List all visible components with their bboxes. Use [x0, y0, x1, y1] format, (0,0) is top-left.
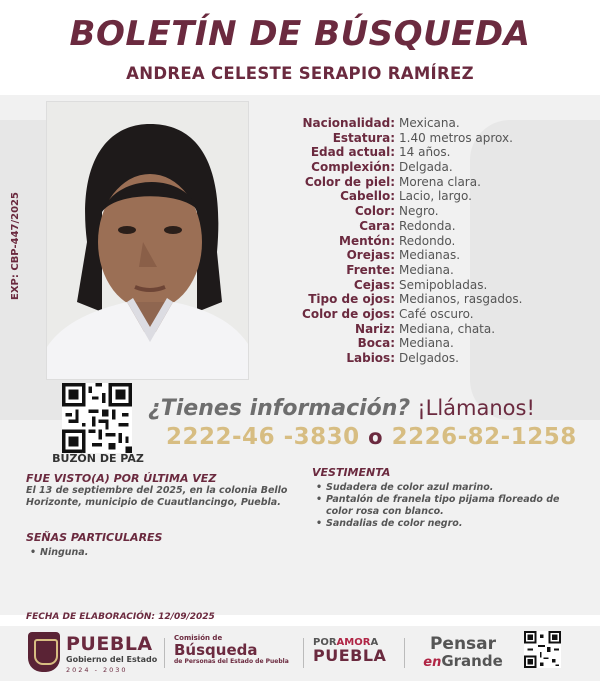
detail-row: [262, 219, 592, 234]
detail-label: Tipo de ojos:: [308, 292, 395, 307]
amor-amor: AMOR: [336, 637, 371, 648]
detail-label: Estatura:: [332, 130, 395, 145]
detail-value: Morena clara.: [399, 174, 481, 189]
detail-row: [262, 116, 592, 131]
detail-value: Mediana.: [399, 336, 454, 351]
footer-divider: [164, 638, 165, 668]
phone-number-1[interactable]: 2222-46 -3830: [166, 424, 360, 450]
detail-label: Complexión:: [311, 160, 395, 175]
creation-date: FECHA DE ELABORACIÓN: 12/09/2025: [26, 612, 215, 622]
cta-question: ¿Tienes información?: [148, 396, 411, 421]
amor-puebla: PUEBLA: [313, 646, 387, 665]
detail-row: [262, 189, 592, 204]
detail-row: [262, 336, 592, 351]
pensar-top: Pensar: [429, 634, 497, 654]
detail-value: Mexicana.: [399, 116, 460, 130]
detail-row: [262, 234, 592, 249]
footer-divider: [404, 638, 405, 668]
clothing-list: [312, 482, 582, 530]
phone-numbers: [166, 424, 577, 450]
buzon-de-paz-label: BUZÓN DE PAZ: [52, 452, 144, 465]
detail-label: Color de ojos:: [302, 306, 395, 321]
detail-value: Mediana, chata.: [399, 321, 496, 336]
detail-value: Delgada.: [399, 160, 453, 175]
detail-label: Cara:: [359, 218, 395, 233]
marks-title: SEÑAS PARTICULARES: [26, 531, 163, 544]
detail-label: Nacionalidad:: [302, 116, 395, 130]
detail-row: [262, 322, 592, 337]
detail-value: Medianas.: [399, 248, 461, 263]
case-number: EXP: CBP-447/2025: [10, 192, 21, 300]
clothing-section: [312, 466, 582, 530]
detail-value: Lacio, largo.: [399, 189, 472, 204]
last-seen-text: El 13 de septiembre del 2025, en la colonia Bello Horizonte, municipio de Cuautlancingo, Puebla.: [26, 485, 288, 508]
detail-row: [262, 145, 592, 160]
detail-value: Semipobladas.: [399, 277, 488, 292]
puebla-logo-title: PUEBLA: [66, 633, 153, 655]
phone-separator: o: [368, 425, 384, 449]
puebla-logo-years: 2024 - 2030: [66, 666, 128, 674]
pensar-grande: Grande: [441, 652, 503, 670]
detail-label: Orejas:: [346, 248, 395, 263]
buzon-qr-code[interactable]: [62, 383, 132, 453]
puebla-shield-icon: [28, 632, 60, 672]
comision-top: Comisión de: [174, 634, 223, 642]
detail-row: [262, 351, 592, 366]
footer-divider: [303, 638, 304, 668]
list-item: • Sandalias de color negro.: [312, 518, 582, 530]
pensar-en-grande-logo: [418, 635, 508, 671]
detail-label: Labios:: [346, 351, 395, 365]
marks-list: [26, 547, 286, 559]
list-item: • Pantalón de franela tipo pijama floreado de color rosa con blanco.: [312, 494, 582, 518]
detail-value: Medianos, rasgados.: [399, 292, 523, 307]
detail-row: [262, 263, 592, 278]
person-photo: [46, 101, 249, 380]
comision-sub: de Personas del Estado de Puebla: [174, 658, 289, 665]
puebla-logo-subtitle: Gobierno del Estado: [66, 655, 158, 664]
detail-value: Redondo.: [399, 233, 456, 248]
missing-person-name: ANDREA CELESTE SERAPIO RAMÍREZ: [126, 64, 474, 83]
detail-label: Cabello:: [340, 189, 395, 204]
detail-row: [262, 292, 592, 307]
last-seen-title: FUE VISTO(A) POR ÚLTIMA VEZ: [26, 472, 217, 485]
list-item: • Sudadera de color azul marino.: [312, 482, 582, 494]
comision-main: Búsqueda: [174, 641, 258, 659]
detail-label: Boca:: [357, 336, 395, 351]
detail-value: 14 años.: [399, 145, 451, 160]
detail-value: 1.40 metros aprox.: [399, 130, 513, 145]
distinguishing-marks-section: [26, 531, 286, 559]
detail-row: [262, 278, 592, 293]
detail-label: Mentón:: [339, 233, 395, 248]
detail-value: Delgados.: [399, 351, 459, 365]
detail-label: Color de piel:: [304, 174, 395, 189]
detail-label: Frente:: [346, 262, 395, 277]
detail-value: Negro.: [399, 204, 439, 219]
detail-row: [262, 204, 592, 219]
amor-a: A: [370, 637, 379, 648]
cta-call: ¡Llámanos!: [417, 396, 535, 420]
physical-description: [262, 116, 592, 366]
clothing-title: VESTIMENTA: [312, 466, 391, 479]
detail-row: [262, 307, 592, 322]
detail-row: [262, 248, 592, 263]
call-to-action: [148, 396, 535, 421]
detail-row: [262, 160, 592, 175]
detail-value: Café oscuro.: [399, 306, 474, 321]
amor-por: POR: [313, 637, 337, 648]
detail-label: Edad actual:: [310, 145, 395, 160]
phone-number-2[interactable]: 2226-82-1258: [391, 424, 577, 450]
detail-label: Nariz:: [355, 321, 395, 336]
por-amor-a-puebla-logo: [313, 637, 393, 664]
pensar-bottom: [418, 653, 508, 671]
footer-qr-code[interactable]: [524, 631, 561, 668]
list-item: • Ninguna.: [26, 547, 286, 559]
detail-label: Color:: [354, 204, 395, 219]
detail-row: [262, 175, 592, 190]
last-seen-section: [26, 472, 306, 509]
pensar-en: en: [423, 655, 442, 670]
detail-value: Redonda.: [399, 218, 456, 233]
detail-value: Mediana.: [399, 262, 454, 277]
page-title: BOLETÍN DE BÚSQUEDA: [69, 14, 531, 54]
puebla-government-logo: [28, 630, 158, 676]
detail-label: Cejas:: [353, 277, 395, 292]
comision-busqueda-logo: [174, 634, 294, 665]
detail-row: [262, 131, 592, 146]
